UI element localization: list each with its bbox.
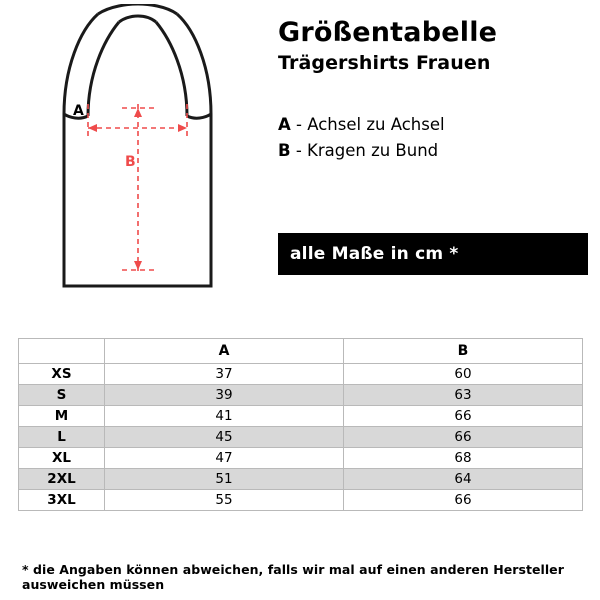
- cell-b: 68: [344, 448, 583, 469]
- cell-b: 66: [344, 427, 583, 448]
- table-header-size: [19, 339, 105, 364]
- cell-b: 60: [344, 364, 583, 385]
- cell-a: 39: [105, 385, 344, 406]
- table-row: [19, 385, 583, 406]
- size-table: [18, 338, 583, 511]
- cell-size: 3XL: [19, 490, 105, 511]
- cell-b: 66: [344, 490, 583, 511]
- table-header-b: B: [344, 339, 583, 364]
- page-subtitle: Trägershirts Frauen: [278, 52, 491, 75]
- cell-a: 47: [105, 448, 344, 469]
- cell-size: 2XL: [19, 469, 105, 490]
- cell-b: 64: [344, 469, 583, 490]
- legend-key-b: B: [278, 140, 291, 160]
- legend-key-a: A: [278, 115, 291, 135]
- page-title: Größentabelle: [278, 17, 498, 48]
- cell-size: XL: [19, 448, 105, 469]
- cell-size: XS: [19, 364, 105, 385]
- cell-b: 66: [344, 406, 583, 427]
- table-header-a: A: [105, 339, 344, 364]
- cell-b: 63: [344, 385, 583, 406]
- cell-a: 41: [105, 406, 344, 427]
- table-row: [19, 469, 583, 490]
- units-banner: [278, 233, 588, 275]
- units-banner-label: alle Maße in cm *: [290, 244, 459, 264]
- cell-size: M: [19, 406, 105, 427]
- cell-a: 55: [105, 490, 344, 511]
- table-header-row: [19, 339, 583, 364]
- table-row: [19, 490, 583, 511]
- table-row: [19, 448, 583, 469]
- table-row: [19, 427, 583, 448]
- footnote: * die Angaben können abweichen, falls wir mal auf einen anderen Hersteller ausweichen müssen: [22, 562, 564, 592]
- cell-a: 37: [105, 364, 344, 385]
- table-row: [19, 406, 583, 427]
- cell-a: 51: [105, 469, 344, 490]
- size-table-wrapper: [18, 338, 582, 511]
- cell-size: L: [19, 427, 105, 448]
- diagram-label-a: A: [73, 103, 84, 119]
- tank-top-diagram: [18, 4, 258, 304]
- legend-text-b: - Kragen zu Bund: [295, 140, 439, 160]
- cell-a: 45: [105, 427, 344, 448]
- table-row: [19, 364, 583, 385]
- info-block: [278, 18, 588, 163]
- legend-item-a: [278, 112, 588, 138]
- diagram-label-b: B: [125, 154, 136, 170]
- legend-list: [278, 112, 588, 163]
- cell-size: S: [19, 385, 105, 406]
- legend-item-b: [278, 138, 588, 164]
- legend-text-a: - Achsel zu Achsel: [296, 115, 445, 135]
